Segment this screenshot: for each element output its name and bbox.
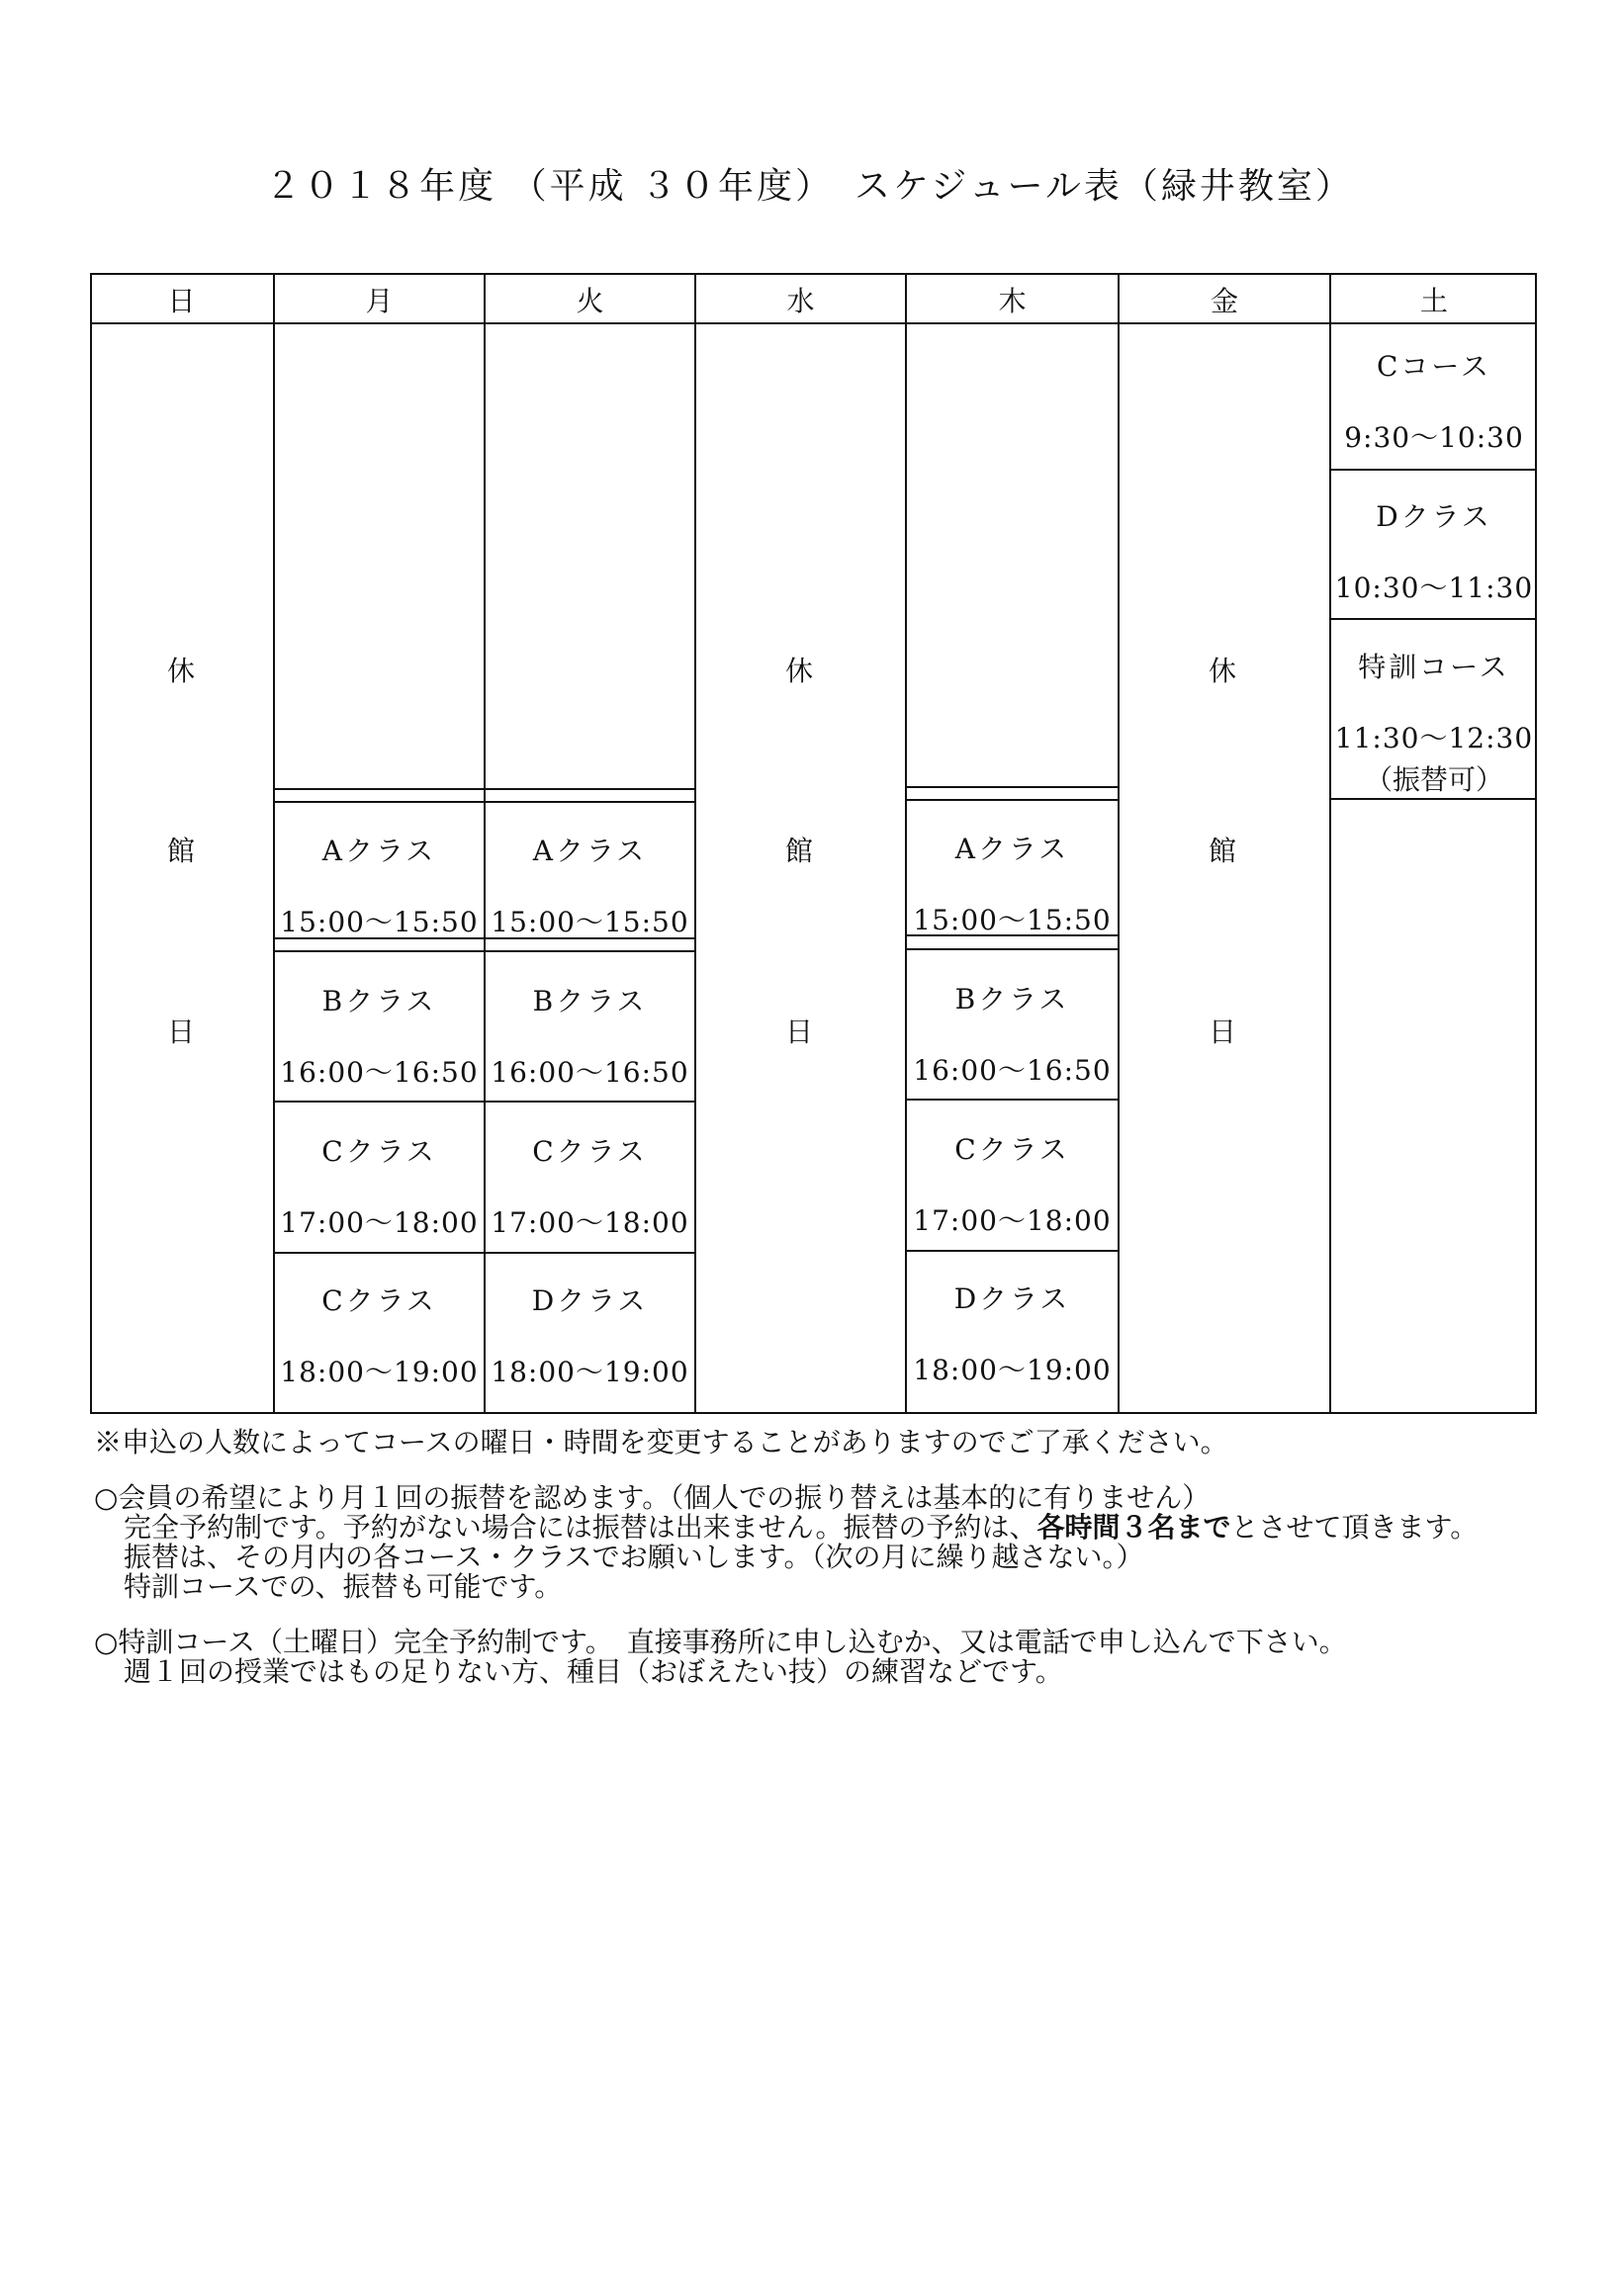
slot-divider (486, 788, 694, 790)
class-slot (907, 1128, 1118, 1239)
class-slot (275, 980, 484, 1091)
class-time: 15:00〜15:50 (913, 904, 1112, 936)
class-name: Bクラス (954, 983, 1070, 1016)
class-time: 15:00〜15:50 (280, 906, 479, 938)
note-line: 週１回の授業ではもの足りない方、種目（おぼえたい技）の練習などです。 (124, 1655, 1063, 1688)
class-slot (486, 980, 694, 1091)
day-header-fri: 金 (1210, 285, 1238, 317)
class-slot (907, 828, 1118, 938)
slot-divider (275, 1101, 484, 1103)
note-text: とさせて頂きます。 (1230, 1511, 1479, 1544)
class-time: 17:00〜18:00 (280, 1206, 479, 1239)
class-name: Bクラス (321, 985, 437, 1017)
day-header-sat: 土 (1419, 285, 1448, 317)
slot-divider (1331, 469, 1537, 471)
slot-divider (486, 1252, 694, 1254)
class-time: 16:00〜16:50 (913, 1054, 1112, 1087)
class-slot (275, 1280, 484, 1390)
class-slot (486, 1280, 694, 1390)
class-time: 15:00〜15:50 (491, 906, 689, 938)
closed-label: 日 (784, 1016, 813, 1048)
class-name: Cコース (1376, 350, 1492, 383)
day-header-wed: 水 (786, 285, 815, 317)
slot-divider (1331, 618, 1537, 620)
closed-label: 休 (784, 655, 813, 687)
class-name: Dクラス (953, 1282, 1071, 1315)
class-time: 18:00〜19:00 (491, 1356, 689, 1388)
day-header-sun: 日 (167, 285, 196, 317)
class-name: Aクラス (532, 835, 648, 867)
class-name: Dクラス (531, 1284, 649, 1317)
note-emphasis: 各時間３名まで (1036, 1511, 1231, 1544)
class-slot (275, 830, 484, 940)
slot-divider (275, 788, 484, 790)
class-note: （振替可） (1364, 763, 1503, 796)
slot-divider (486, 801, 694, 803)
slot-divider (907, 799, 1118, 801)
closed-label: 日 (1208, 1016, 1236, 1048)
note-line: 振替は、その月内の各コース・クラスでお願いします。（次の月に繰り越さない。） (124, 1541, 1144, 1573)
class-time: 10:30〜11:30 (1334, 572, 1534, 604)
closed-label: 休 (166, 655, 195, 687)
class-slot (1331, 495, 1537, 606)
class-name: 特訓コース (1358, 651, 1510, 683)
note-line (94, 1513, 1597, 1543)
column-divider (1118, 273, 1120, 1414)
class-time: 18:00〜19:00 (280, 1356, 479, 1388)
notes-section (94, 1428, 1597, 1687)
closed-label: 日 (166, 1016, 195, 1048)
note-line: 特訓コースでの、振替も可能です。 (124, 1570, 563, 1603)
class-name: Aクラス (321, 835, 437, 867)
closed-label: 館 (1208, 835, 1236, 867)
class-slot (907, 1278, 1118, 1388)
note-line: ※申込の人数によってコースの曜日・時間を変更することがありますのでご了承ください。 (94, 1426, 1228, 1458)
class-slot (486, 830, 694, 940)
slot-divider (486, 1101, 694, 1103)
class-time: 16:00〜16:50 (491, 1056, 689, 1089)
class-name: Cクラス (532, 1135, 648, 1168)
page-title: ２０１８年度 （平成 ３０年度） スケジュール表（緑井教室） (265, 166, 1354, 207)
class-time: 17:00〜18:00 (491, 1206, 689, 1239)
closed-label: 館 (166, 835, 195, 867)
class-time: 11:30〜12:30 (1334, 722, 1534, 754)
day-header-tue: 火 (576, 285, 604, 317)
class-time: 17:00〜18:00 (913, 1204, 1112, 1237)
note-text: 完全予約制です。予約がない場合には振替は出来ません。振替の予約は、 (124, 1511, 1037, 1544)
class-slot (1331, 646, 1537, 798)
slot-divider (907, 786, 1118, 788)
note-line: ○特訓コース（土曜日）完全予約制です。 直接事務所に申し込むか、又は電話で申し込んで下さい。 (94, 1626, 1347, 1658)
class-name: Aクラス (954, 833, 1070, 865)
class-name: Cクラス (321, 1135, 437, 1168)
slot-divider (275, 950, 484, 952)
class-name: Cクラス (954, 1133, 1070, 1166)
class-slot (486, 1130, 694, 1241)
class-name: Dクラス (1376, 500, 1492, 533)
column-divider (694, 273, 696, 1414)
class-slot (275, 1130, 484, 1241)
slot-divider (275, 1252, 484, 1254)
day-header-thu: 木 (998, 285, 1027, 317)
class-name: Bクラス (532, 985, 648, 1017)
slot-divider (486, 950, 694, 952)
closed-label: 休 (1208, 655, 1236, 687)
note-line: ○会員の希望により月１回の振替を認めます。（個人での振り替えは基本的に有りません） (94, 1481, 1211, 1514)
class-slot (907, 978, 1118, 1089)
slot-divider (1331, 798, 1537, 800)
class-name: Cクラス (321, 1284, 437, 1317)
slot-divider (275, 801, 484, 803)
slot-divider (907, 1250, 1118, 1252)
class-time: 9:30〜10:30 (1344, 421, 1524, 454)
class-time: 18:00〜19:00 (913, 1354, 1112, 1386)
class-time: 16:00〜16:50 (280, 1056, 479, 1089)
slot-divider (907, 1099, 1118, 1101)
slot-divider (907, 948, 1118, 950)
class-slot (1331, 345, 1537, 456)
day-header-mon: 月 (365, 285, 394, 317)
closed-label: 館 (784, 835, 813, 867)
